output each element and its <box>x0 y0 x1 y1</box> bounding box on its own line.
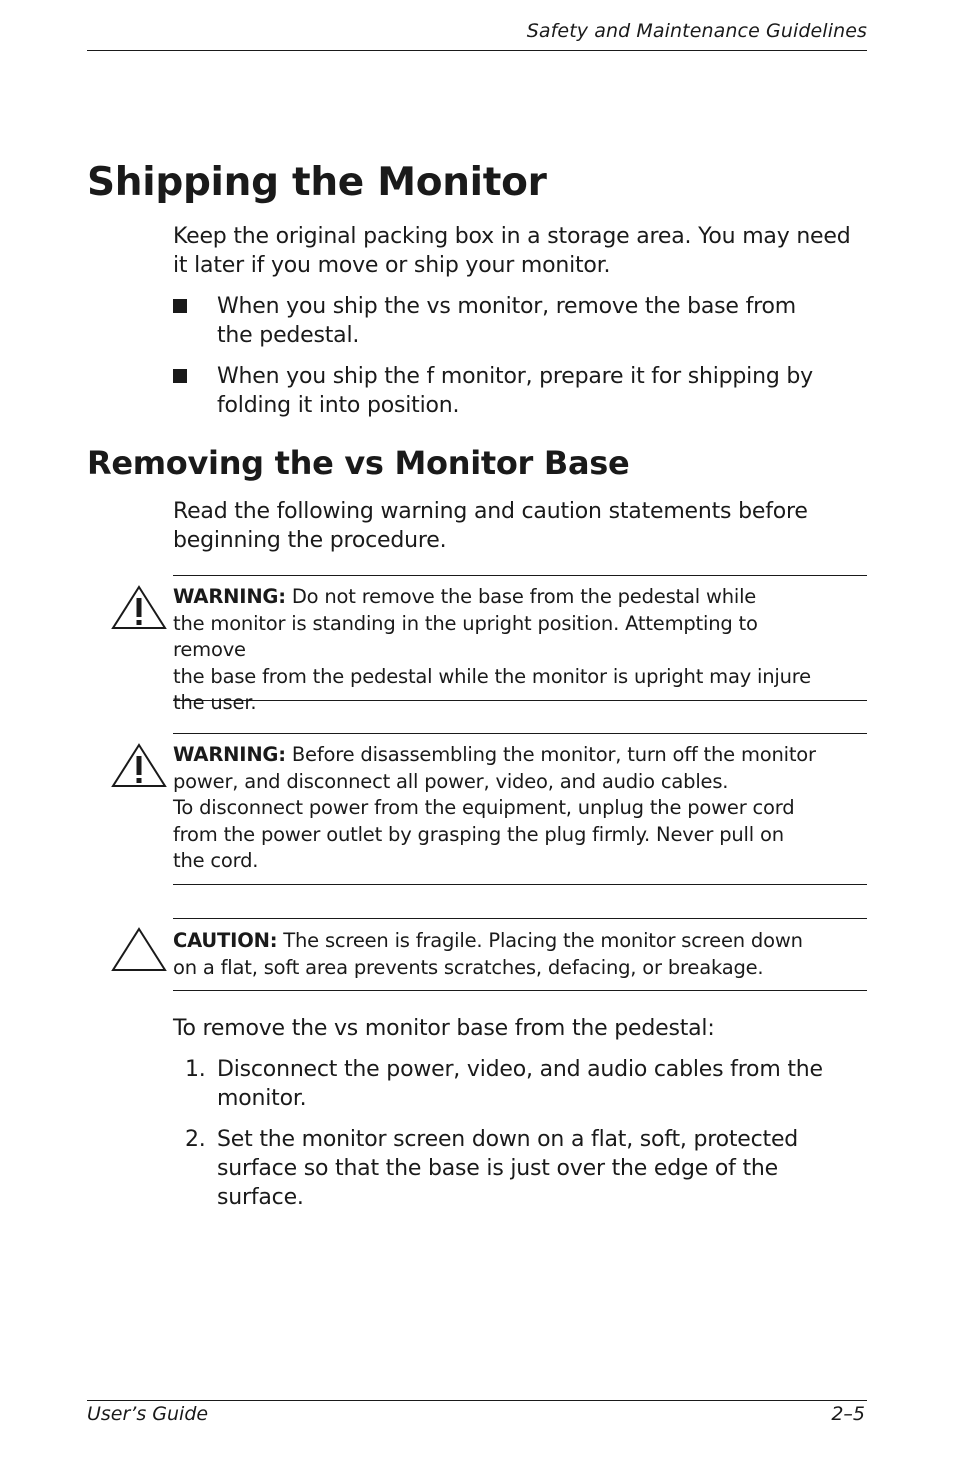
step-text: Disconnect the power, video, and audio cables from the monitor. <box>217 1057 823 1111</box>
section-title-removing-base: Removing the vs Monitor Base <box>87 444 630 482</box>
notice-rule-bottom <box>173 700 867 701</box>
list-item-text: When you ship the vs monitor, remove the base from the pedestal. <box>217 294 796 348</box>
warning-label: WARNING: <box>173 585 286 608</box>
notice-line: the base from the pedestal while the monitor is upright may injure <box>173 664 811 688</box>
notice-line: Before disassembling the monitor, turn off the monitor <box>291 743 816 766</box>
running-header: Safety and Maintenance Guidelines <box>526 20 867 42</box>
step-text: Set the monitor screen down on a flat, soft, protected surface so that the base is just over the edge of the surface. <box>217 1127 799 1210</box>
warning-notice-1 <box>173 584 823 717</box>
notice-line: the cord. <box>173 849 259 872</box>
notice-rule-top <box>173 575 867 576</box>
step-number: 1. <box>185 1057 206 1082</box>
notice-line: from the power outlet by grasping the plug firmly. Never pull on <box>173 822 784 846</box>
notice-line: To disconnect power from the equipment, unplug the power cord <box>173 796 795 819</box>
shipping-intro: Keep the original packing box in a storage area. You may need it later if you move or ship your monitor. <box>173 224 851 278</box>
footer-rule <box>87 1400 867 1401</box>
notice-rule-bottom <box>173 884 867 885</box>
caution-notice <box>173 928 823 981</box>
warning-triangle-icon <box>110 742 168 790</box>
warning-notice-2 <box>173 742 823 875</box>
warning-label: WARNING: <box>173 743 286 766</box>
removing-intro: Read the following warning and caution statements before beginning the procedure. <box>173 499 808 553</box>
square-bullet-icon <box>173 299 187 313</box>
warning-triangle-icon <box>110 584 168 632</box>
section-title-shipping: Shipping the Monitor <box>87 160 547 205</box>
header-rule <box>87 50 867 51</box>
page-number: 2–5 <box>831 1403 865 1425</box>
step-number: 2. <box>185 1127 206 1152</box>
caution-triangle-icon <box>110 926 168 974</box>
notice-rule-top <box>173 918 867 919</box>
notice-line: power, and disconnect all power, video, and audio cables. <box>173 769 729 793</box>
procedure-intro: To remove the vs monitor base from the pedestal: <box>173 1016 715 1041</box>
notice-line: Do not remove the base from the pedestal while <box>291 585 757 608</box>
notice-rule-bottom <box>173 990 867 991</box>
notice-line: The screen is fragile. Placing the monitor screen down <box>283 929 803 952</box>
notice-line: the user. <box>173 691 257 714</box>
caution-label: CAUTION: <box>173 929 278 952</box>
notice-line: the monitor is standing in the upright position. Attempting to remove <box>173 611 758 661</box>
notice-line: on a flat, soft area prevents scratches, defacing, or breakage. <box>173 955 764 979</box>
list-item-text: When you ship the f monitor, prepare it for shipping by folding it into position. <box>217 364 813 418</box>
notice-rule-top <box>173 733 867 734</box>
footer-guide-title: User’s Guide <box>87 1403 209 1425</box>
square-bullet-icon <box>173 369 187 383</box>
